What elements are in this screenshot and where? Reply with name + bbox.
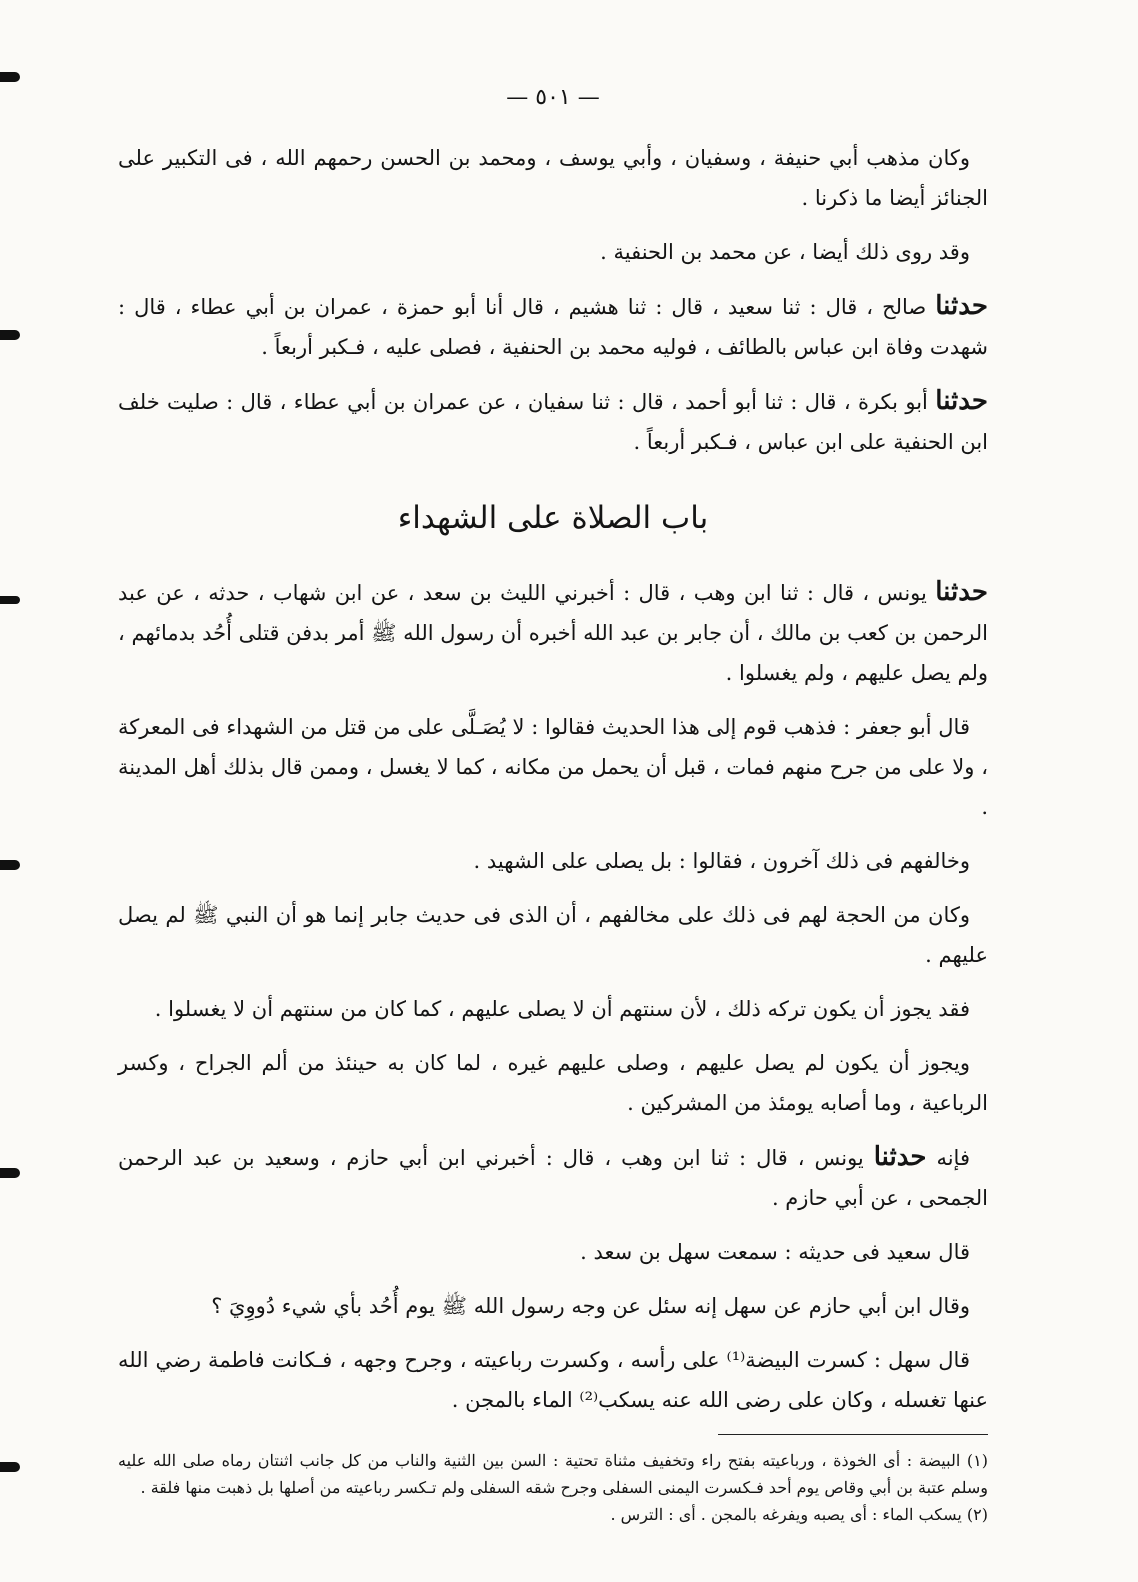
scan-edge-mark: [0, 860, 20, 870]
hadith-paragraph: [118, 1137, 988, 1218]
hadith-lead-word: حدثنا: [873, 1142, 927, 1172]
scan-edge-mark: [0, 1462, 20, 1472]
paragraph: وخالفهم فى ذلك آخرون ، فقالوا : بل يصلى على الشهيد .: [473, 849, 970, 873]
scan-edge-mark: [0, 596, 20, 604]
paragraph: وكان من الحجة لهم فى ذلك على مخالفهم ، أن الذى فى حديث جابر إنما هو أن النبي ﷺ لم يصل عليهم .: [118, 903, 988, 967]
paragraph: وقد روى ذلك أيضا ، عن محمد بن الحنفية .: [600, 240, 970, 264]
hadith-text: يونس ، قال : ثنا ابن وهب ، قال : أخبرني الليث بن سعد ، عن ابن شهاب ، حدثه ، عن عبد الرحمن بن كعب بن مالك ، أن جابر بن عبد الله أخبره أن رسول الله ﷺ أمر بدفن قتلى أُحُد بدمائهم ، ولم يصل عليهم ، ولم يغسلوا .: [118, 581, 988, 685]
paragraph: وكان مذهب أبي حنيفة ، وسفيان ، وأبي يوسف ، ومحمد بن الحسن رحمهم الله ، فى التكبير على الجنائز أيضا ما ذكرنا .: [118, 146, 988, 210]
scan-edge-mark: [0, 330, 20, 340]
paragraph: قال سهل : كسرت البيضة⁽¹⁾ على رأسه ، وكسرت رباعيته ، وجرح وجهه ، فـكانت فاطمة رضي الله عنها تغسله ، وكان على رضى الله عنه يسكب⁽²⁾ الماء بالمجن .: [118, 1348, 988, 1412]
hadith-lead-word: حدثنا: [935, 386, 988, 416]
hadith-paragraph: [118, 381, 988, 462]
footnote: (٢) يسكب الماء : أى يصبه ويفرغه بالمجن . أى : الترس .: [610, 1505, 988, 1524]
chapter-title: باب الصلاة على الشهداء: [397, 500, 709, 536]
paragraph: قال سعيد فى حديثه : سمعت سهل بن سعد .: [580, 1240, 970, 1264]
hadith-lead-word: حدثنا: [935, 577, 988, 607]
hadith-text: صالح ، قال : ثنا سعيد ، قال : ثنا هشيم ، قال أنا أبو حمزة ، عمران بن أبي عطاء ، قال : شهدت وفاة ابن عباس بالطائف ، فوليه محمد بن الحنفية ، فصلى عليه ، فـكبر أربعاً .: [118, 295, 988, 359]
paragraph: قال أبو جعفر : فذهب قوم إلى هذا الحديث فقالوا : لا يُصَـلَّى على من قتل من الشهداء فى المعركة ، ولا على من جرح منهم فمات ، قبل أن يحمل من مكانه ، كما لا يغسل ، وممن قال بذلك أهل المدينة .: [118, 715, 988, 819]
footnote: (١) البيضة : أى الخوذة ، ورباعيته بفتح راء وتخفيف مثناة تحتية : السن بين الثنية والناب من كل جانب اثنتان رماه صلى الله عليه وسلم عتبة بن أبي وقاص يوم أحد فـكسرت اليمنى السفلى وجرح شقه السفلى ولم تـكسر رباعيته من أصلها بل ذهبت منها فلقة .: [118, 1451, 988, 1497]
hadith-lead-word: حدثنا: [935, 291, 988, 321]
paragraph: فقد يجوز أن يكون تركه ذلك ، لأن سنتهم أن لا يصلى عليهم ، كما كان من سنتهم أن لا يغسلوا .: [154, 997, 970, 1021]
paragraph: وقال ابن أبي حازم عن سهل إنه سئل عن وجه رسول الله ﷺ يوم أُحُد بأي شيء دُووِيَ ؟: [211, 1294, 970, 1318]
hadith-text: أبو بكرة ، قال : ثنا أبو أحمد ، قال : ثنا سفيان ، عن عمران بن أبي عطاء ، قال : صليت خلف ابن الحنفية على ابن عباس ، فـكبر أربعاً .: [118, 390, 988, 454]
paragraph: ويجوز أن يكون لم يصل عليهم ، وصلى عليهم غيره ، لما كان به حينئذ من ألم الجراح ، وكسر الرباعية ، وما أصابه يومئذ من المشركين .: [118, 1051, 988, 1115]
hadith-prefix: فإنه: [936, 1146, 970, 1170]
hadith-paragraph: [118, 286, 988, 367]
page-number: — ٥٠١ —: [506, 85, 600, 110]
footnote-divider: [718, 1434, 988, 1435]
hadith-paragraph: [118, 572, 988, 693]
document-page: [118, 85, 988, 1528]
scan-edge-mark: [0, 1168, 20, 1178]
scan-edge-mark: [0, 72, 20, 82]
hadith-text: يونس ، قال : ثنا ابن وهب ، قال : أخبرني ابن أبي حازم ، وسعيد بن عبد الرحمن الجمحى ، عن أبي حازم .: [118, 1146, 988, 1210]
